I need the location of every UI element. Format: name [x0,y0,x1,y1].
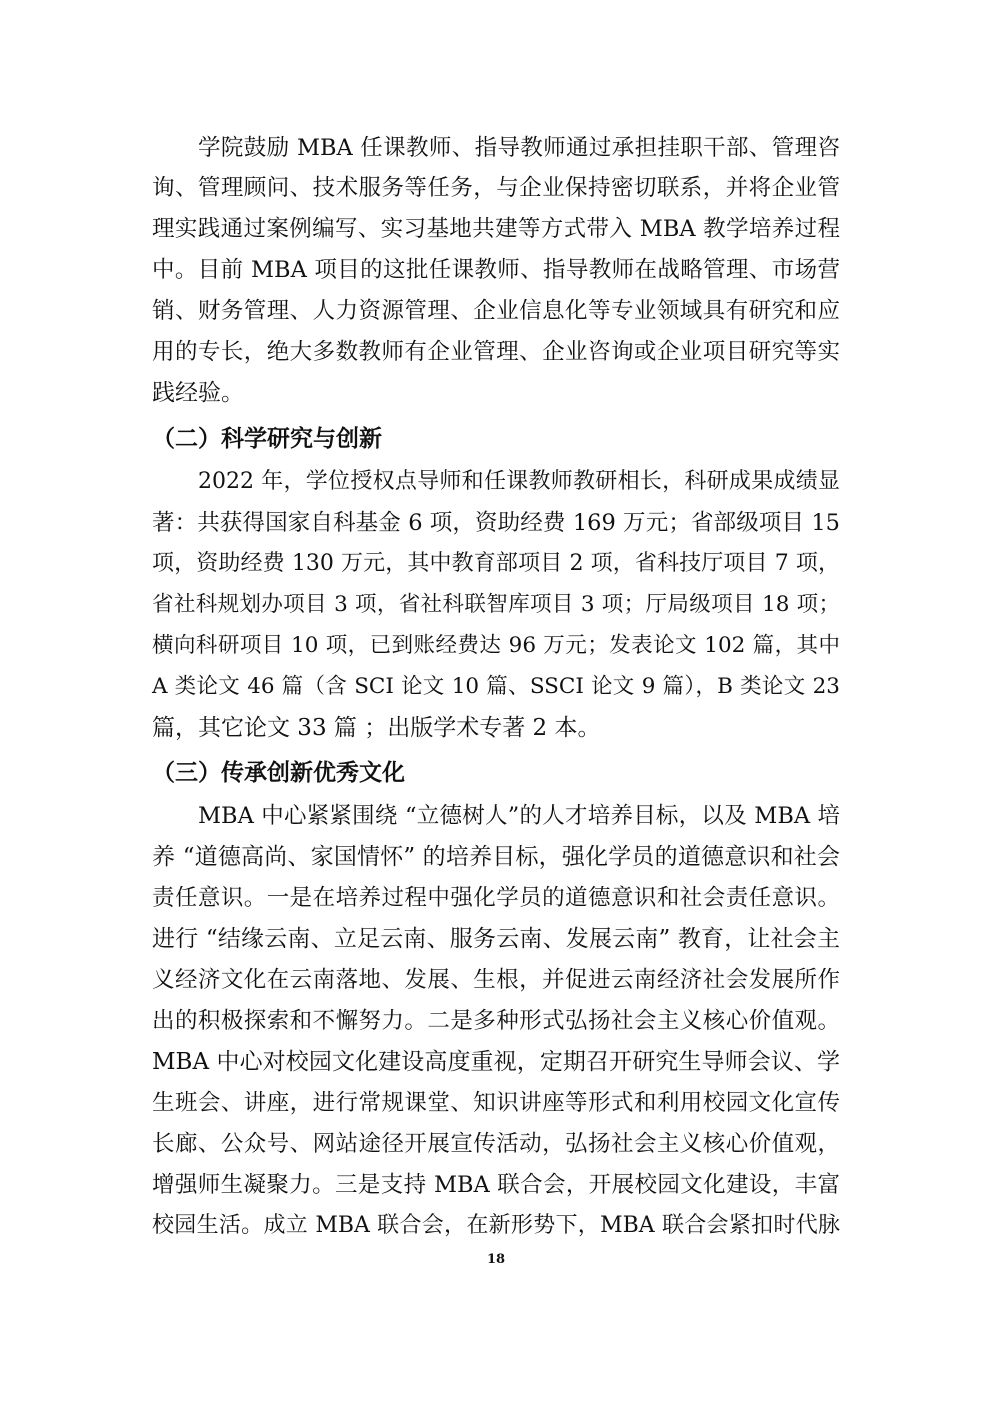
paragraph-line: 销、财务管理、人力资源管理、企业信息化等专业领域具有研究和应 [152,298,840,324]
paragraph-line: 责任意识。一是在培养过程中强化学员的道德意识和社会责任意识。 [152,885,840,911]
paragraph-line: 用的专长，绝大多数教师有企业管理、企业咨询或企业项目研究等实 [152,339,840,365]
paragraph-line: 义经济文化在云南落地、发展、生根，并促进云南经济社会发展所作 [152,967,840,993]
paragraph-line: 横向科研项目 10 项，已到账经费达 96 万元；发表论文 102 篇，其中 [152,633,840,658]
paragraph-line: MBA 中心紧紧围绕 “立德树人”的人才培养目标，以及 MBA 培 [198,803,840,829]
paragraph-line: 践经验。 [152,380,244,406]
paragraph-line: 长廊、公众号、网站途径开展宣传活动，弘扬社会主义核心价值观， [152,1131,840,1157]
section-heading: （二）科学研究与创新 [152,425,382,452]
paragraph-line: 出的积极探索和不懈努力。二是多种形式弘扬社会主义核心价值观。 [152,1008,840,1034]
paragraph-line: 2022 年，学位授权点导师和任课教师教研相长，科研成果成绩显 [198,469,840,494]
paragraph-line: 中。目前 MBA 项目的这批任课教师、指导教师在战略管理、市场营 [152,257,840,283]
paragraph-line: A 类论文 46 篇（含 SCI 论文 10 篇、SSCI 论文 9 篇），B 类论文 23 [152,674,840,699]
paragraph-line: 询、管理顾问、技术服务等任务，与企业保持密切联系，并将企业管 [152,175,840,201]
paragraph-line: 省社科规划办项目 3 项，省社科联智库项目 3 项；厅局级项目 18 项； [152,592,840,617]
paragraph-line: 进行 “结缘云南、立足云南、服务云南、发展云南” 教育，让社会主 [152,926,840,952]
paragraph-line: 养 “道德高尚、家国情怀” 的培养目标，强化学员的道德意识和社会 [152,844,840,870]
paragraph-line: 理实践通过案例编写、实习基地共建等方式带入 MBA 教学培养过程 [152,216,840,242]
paragraph-line: 项，资助经费 130 万元，其中教育部项目 2 项，省科技厅项目 7 项， [152,551,840,576]
paragraph-line: 篇，其它论文 33 篇 ；出版学术专著 2 本。 [152,715,601,741]
paragraph-line: 生班会、讲座，进行常规课堂、知识讲座等形式和利用校园文化宣传 [152,1090,840,1116]
section-heading: （三）传承创新优秀文化 [152,759,405,786]
paragraph-line: 增强师生凝聚力。三是支持 MBA 联合会，开展校园文化建设，丰富 [152,1172,840,1198]
paragraph-line: MBA 中心对校园文化建设高度重视，定期召开研究生导师会议、学 [152,1049,840,1075]
paragraph-line: 学院鼓励 MBA 任课教师、指导教师通过承担挂职干部、管理咨 [198,135,840,161]
paragraph-line: 校园生活。成立 MBA 联合会，在新形势下，MBA 联合会紧扣时代脉 [152,1213,840,1238]
paragraph-line: 著：共获得国家自科基金 6 项，资助经费 169 万元；省部级项目 15 [152,510,840,536]
page-number: 18 [486,1252,506,1267]
